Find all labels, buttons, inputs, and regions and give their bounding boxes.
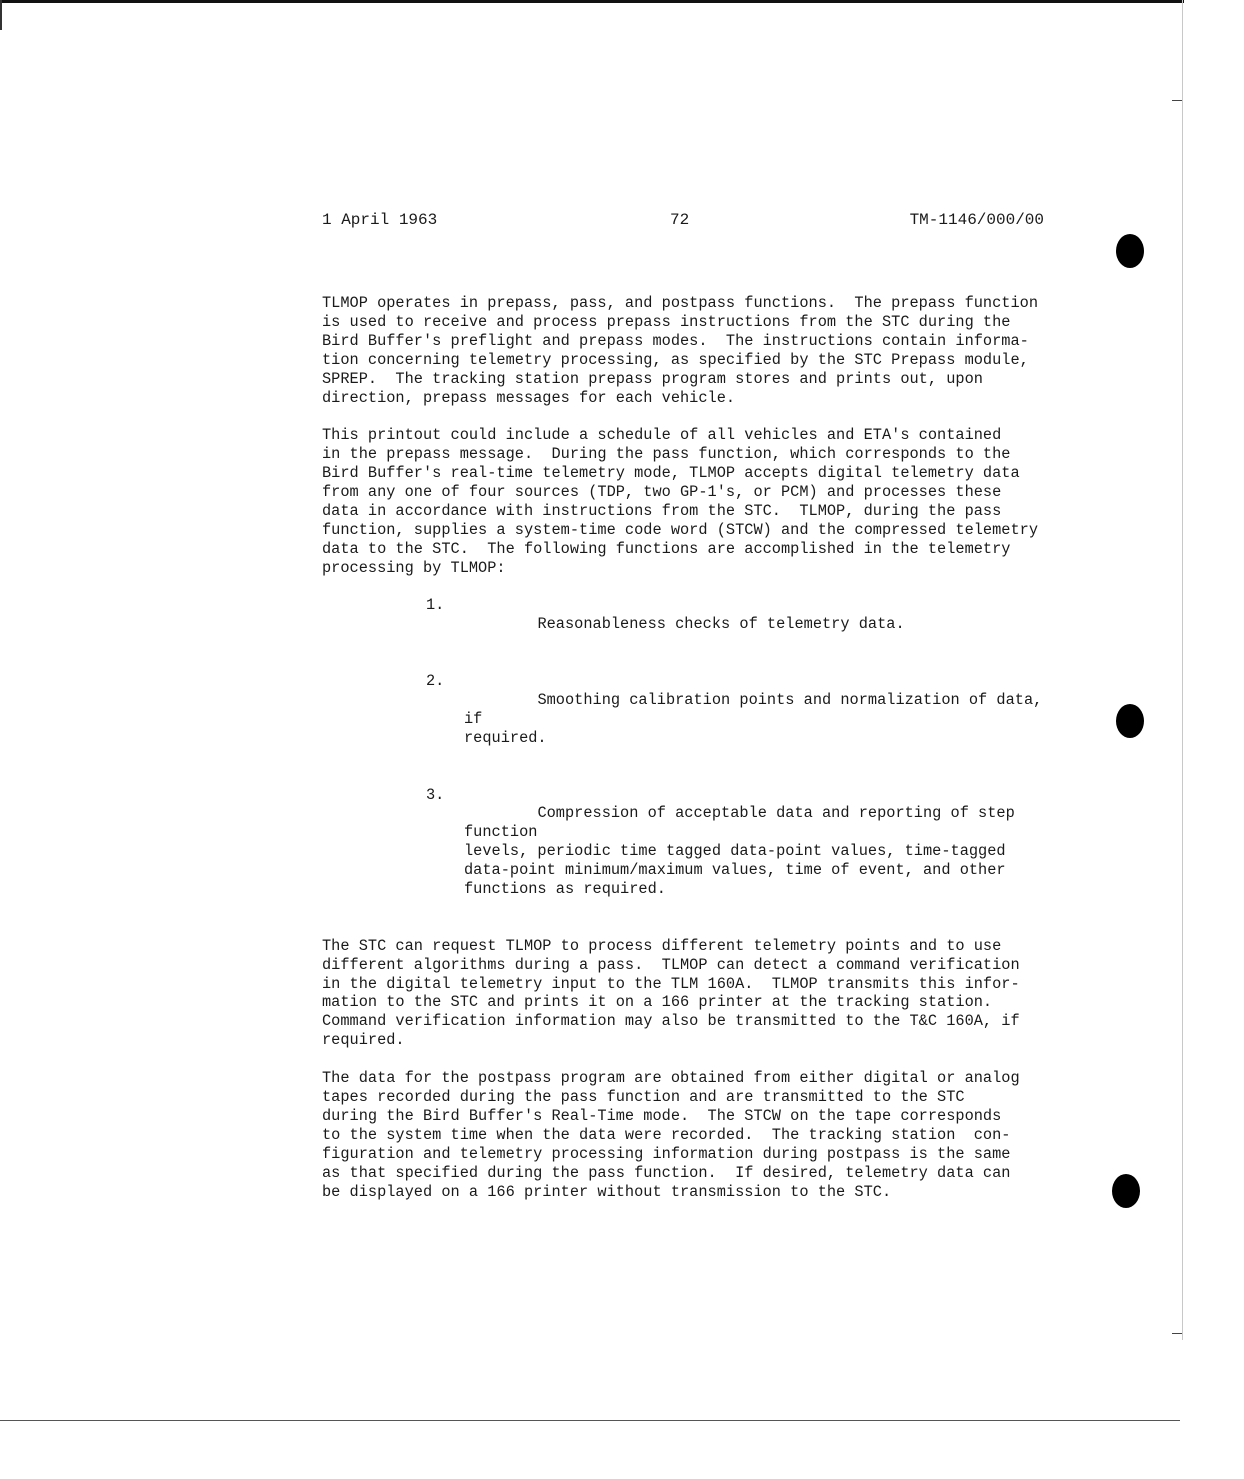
list-item-number: 3. [426, 785, 445, 804]
page-number: 72 [670, 211, 690, 229]
scan-right-edge [1182, 0, 1183, 1340]
punch-hole [1116, 234, 1144, 268]
document-body [322, 294, 1062, 1220]
punch-hole [1112, 1174, 1140, 1208]
list-item-number: 1. [426, 596, 445, 615]
scan-left-mark [0, 0, 2, 30]
punch-hole [1116, 704, 1144, 738]
document-id: TM-1146/000/00 [909, 211, 1044, 229]
list-item-number: 2. [426, 672, 445, 691]
list-item-text: Smoothing calibration points and normalization of data, if required. [464, 690, 1043, 747]
list-item [322, 786, 1062, 918]
scan-top-edge [0, 0, 1184, 3]
paragraph: This printout could include a schedule of all vehicles and ETA's contained in the prepass message. During the pass function, which corresponds to the Bird Buffer's real-time telemetry mode, TLMOP accepts digital telemetry data from any one of four sources (TDP, two GP-1's, or PCM) and processes these data in accordance with instructions from the STC. TLMOP, during the pass function, supplies a system-time code word (STCW) and the compressed telemetry data to the STC. The following functions are accomplished in the telemetry processing by TLMOP: [322, 426, 1039, 577]
paragraph: The data for the postpass program are obtained from either digital or analog tapes recorded during the pass function and are transmitted to the STC during the Bird Buffer's Real-Time mode. The STCW on the tape corresponds to the system time when the data were recorded. The tracking station con- figuration and telemetry processing information during postpass is the same as that specified during the pass function. If desired, telemetry data can be displayed on a 166 printer without transmission to the STC. [322, 1069, 1020, 1201]
paragraph: The STC can request TLMOP to process different telemetry points and to use different algorithms during a pass. TLMOP can detect a command verification in the digital telemetry input to the TLM 160A. TLMOP transmits this infor- mation to the STC and prints it on a 166 printer at the tracking station. Command verification information may also be transmitted to the T&C 160A, if required. [322, 936, 1020, 1050]
page-header [322, 208, 1044, 232]
header-date: 1 April 1963 [322, 211, 438, 229]
paragraph: TLMOP operates in prepass, pass, and postpass functions. The prepass function is used to receive and process prepass instructions from the STC during the Bird Buffer's preflight and prepass modes. The instructions contain informa- tion concerning telemetry processing, as specified by the STC Prepass module, SPREP. The tracking station prepass program stores and prints out, upon direction, prepass messages for each vehicle. [322, 294, 1039, 407]
scan-edge-tick [1172, 1333, 1182, 1334]
list-item-text: Compression of acceptable data and reporting of step function levels, periodic time tagged data-point values, time-tagged data-point minimum/maximum values, time of event, and other functions as required. [464, 804, 1015, 899]
scan-edge-tick [1172, 100, 1182, 101]
list-item [322, 596, 1062, 653]
list-item [322, 672, 1062, 767]
list-item-text: Reasonableness checks of telemetry data. [537, 615, 905, 634]
scan-bottom-edge [0, 1420, 1180, 1421]
function-list [322, 596, 1062, 917]
